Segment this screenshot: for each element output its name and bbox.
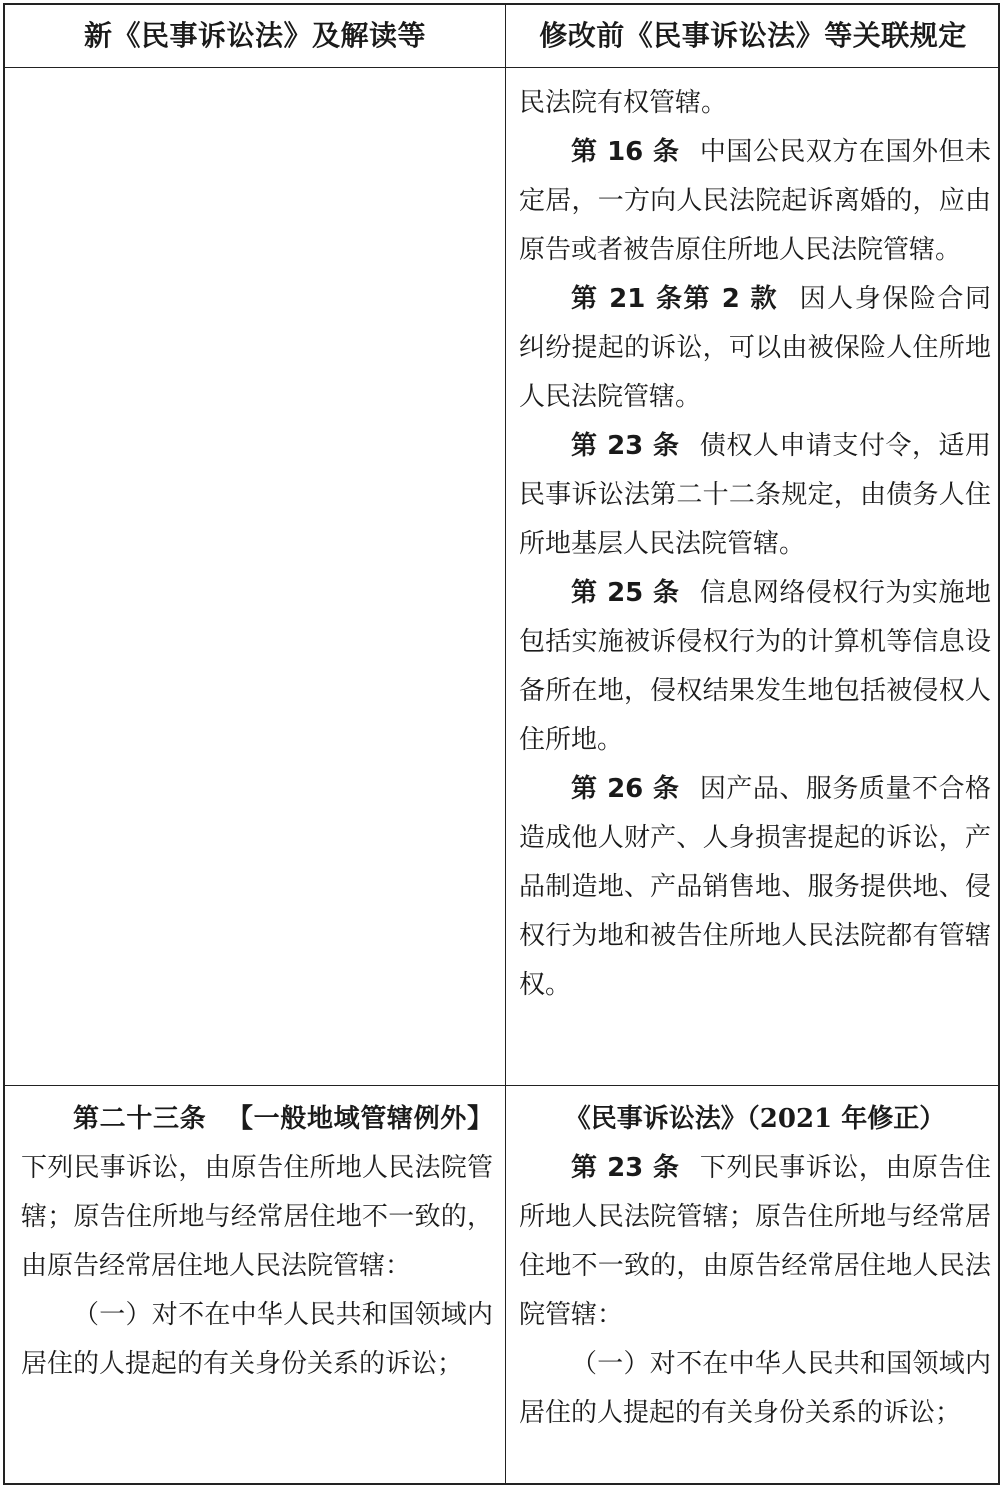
article-number: 第 16 条	[571, 137, 680, 167]
provision-23	[519, 422, 991, 569]
row1-left-cell	[5, 69, 505, 1083]
article-text: 下列民事诉讼，由原告住所地人民法院管辖；原告住所地与经常居住地不一致的，由原告经常居住地人民法院管辖：	[21, 1153, 493, 1281]
article-number: 第 21 条第 2 款	[571, 284, 779, 314]
comparison-table	[3, 3, 1000, 1485]
provision-text: 债权人申请支付令，适用民事诉讼法第二十二条规定，由债务人住所地基层人民法院管辖。	[519, 431, 991, 559]
provision-16	[519, 128, 991, 275]
header-divider	[5, 67, 998, 68]
row2-right-cell	[519, 1095, 991, 1483]
old-article-23	[519, 1144, 991, 1340]
row1-right-cell	[519, 79, 991, 1083]
provision-21-2	[519, 275, 991, 422]
row2-left-cell	[21, 1095, 493, 1483]
header-left: 新《民事诉讼法》及解读等	[83, 19, 426, 52]
row-divider	[5, 1085, 998, 1086]
column-divider	[505, 5, 506, 1483]
provision-text: 因产品、服务质量不合格造成他人财产、人身损害提起的诉讼，产品制造地、产品销售地、服务提供地、侵权行为地和被告住所地人民法院都有管辖权。	[519, 774, 991, 1000]
article-number: 第二十三条	[73, 1104, 207, 1134]
article-number: 第 23 条	[571, 1153, 680, 1183]
article-heading: 【一般地域管辖例外】	[226, 1104, 493, 1134]
provision-text: 信息网络侵权行为实施地包括实施被诉侵权行为的计算机等信息设备所在地，侵权结果发生地包括被侵权人住所地。	[519, 578, 991, 755]
provision-25	[519, 569, 991, 765]
article-text: 下列民事诉讼，由原告住所地人民法院管辖；原告住所地与经常居住地不一致的，由原告经常居住地人民法院管辖：	[519, 1153, 991, 1330]
provision-text: 因人身保险合同纠纷提起的诉讼，可以由被保险人住所地人民法院管辖。	[519, 284, 991, 412]
provision-text: 中国公民双方在国外但未定居，一方向人民法院起诉离婚的，应由原告或者被告原住所地人民法院管辖。	[519, 137, 991, 265]
item-1: （一）对不在中华人民共和国领域内居住的人提起的有关身份关系的诉讼；	[21, 1300, 493, 1379]
new-article-23	[21, 1095, 493, 1291]
article-number: 第 26 条	[571, 774, 680, 804]
source-law-title: 《民事诉讼法》（2021 年修正）	[564, 1104, 946, 1134]
continuation-text: 民法院有权管辖。	[519, 88, 728, 118]
provision-26	[519, 765, 991, 1010]
item-1: （一）对不在中华人民共和国领域内居住的人提起的有关身份关系的诉讼；	[519, 1349, 991, 1428]
header-right: 修改前《民事诉讼法》等关联规定	[539, 19, 967, 52]
article-number: 第 23 条	[571, 431, 680, 461]
article-number: 第 25 条	[571, 578, 680, 608]
